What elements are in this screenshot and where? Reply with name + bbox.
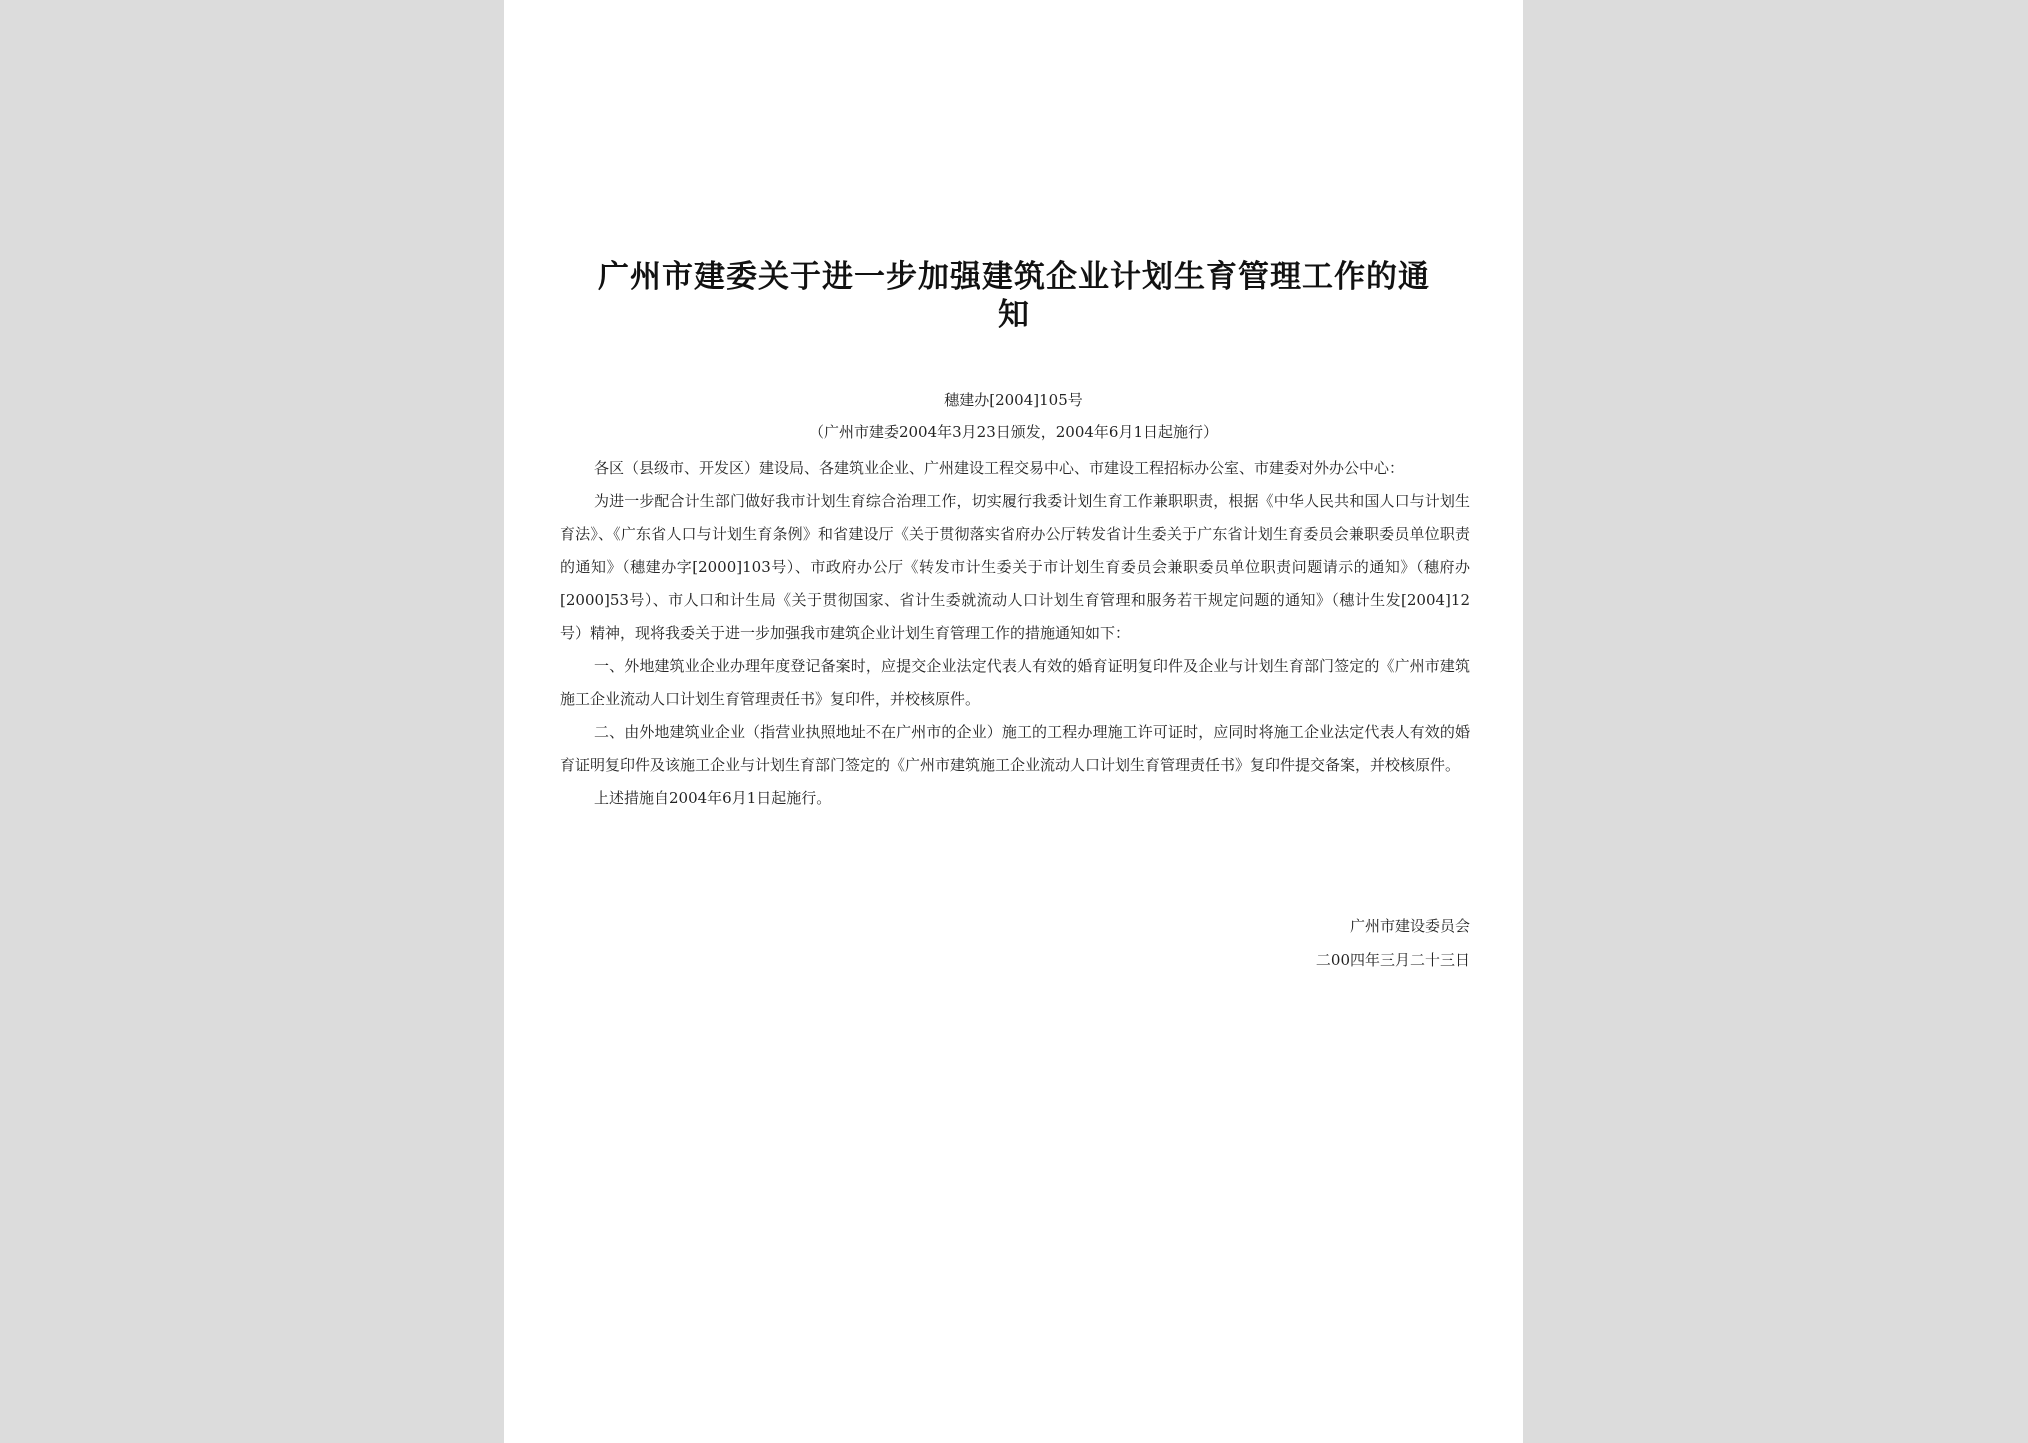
document-number: 穗建办[2004]105号: [944, 391, 1083, 409]
body-paragraph: 一、外地建筑业企业办理年度登记备案时，应提交企业法定代表人有效的婚育证明复印件及企业与计划生育部门签定的《广州市建筑施工企业流动人口计划生育管理责任书》复印件，并校核原件。: [560, 657, 1470, 708]
document-page: [504, 0, 1523, 1443]
signature-date: 二00四年三月二十三日: [1315, 951, 1470, 969]
addressee: 各区（县级市、开发区）建设局、各建筑业企业、广州建设工程交易中心、市建设工程招标办公室、市建委对外办公中心：: [594, 459, 1405, 477]
issued-note: （广州市建委2004年3月23日颁发，2004年6月1日起施行）: [808, 423, 1219, 441]
body-paragraph: 为进一步配合计生部门做好我市计划生育综合治理工作，切实履行我委计划生育工作兼职职责，根据《中华人民共和国人口与计划生育法》、《广东省人口与计划生育条例》和省建设厅《关于贯彻落实省府办公厅转发省计生委关于广东省计划生育委员会兼职委员单位职责的通知》（穗建办字[2000]103号）、市政府办公厅《转发市计生委关于市计划生育委员会兼职委员单位职责问题请示的通知》（穗府办[2000]53号）、市人口和计生局《关于贯彻国家、省计生委就流动人口计划生育管理和服务若干规定问题的通知》（穗计生发[2004]12号）精神，现将我委关于进一步加强我市建筑企业计划生育管理工作的措施通知如下：: [560, 492, 1470, 642]
document-body: [560, 452, 1470, 815]
document-title: 广州市建委关于进一步加强建筑企业计划生育管理工作的通知: [598, 259, 1430, 333]
signer: 广州市建设委员会: [1349, 917, 1470, 935]
body-paragraph: 上述措施自2004年6月1日起施行。: [594, 789, 832, 807]
body-paragraph: 二、由外地建筑业企业（指营业执照地址不在广州市的企业）施工的工程办理施工许可证时，应同时将施工企业法定代表人有效的婚育证明复印件及该施工企业与计划生育部门签定的《广州市建筑施工企业流动人口计划生育管理责任书》复印件提交备案，并校核原件。: [560, 723, 1470, 774]
